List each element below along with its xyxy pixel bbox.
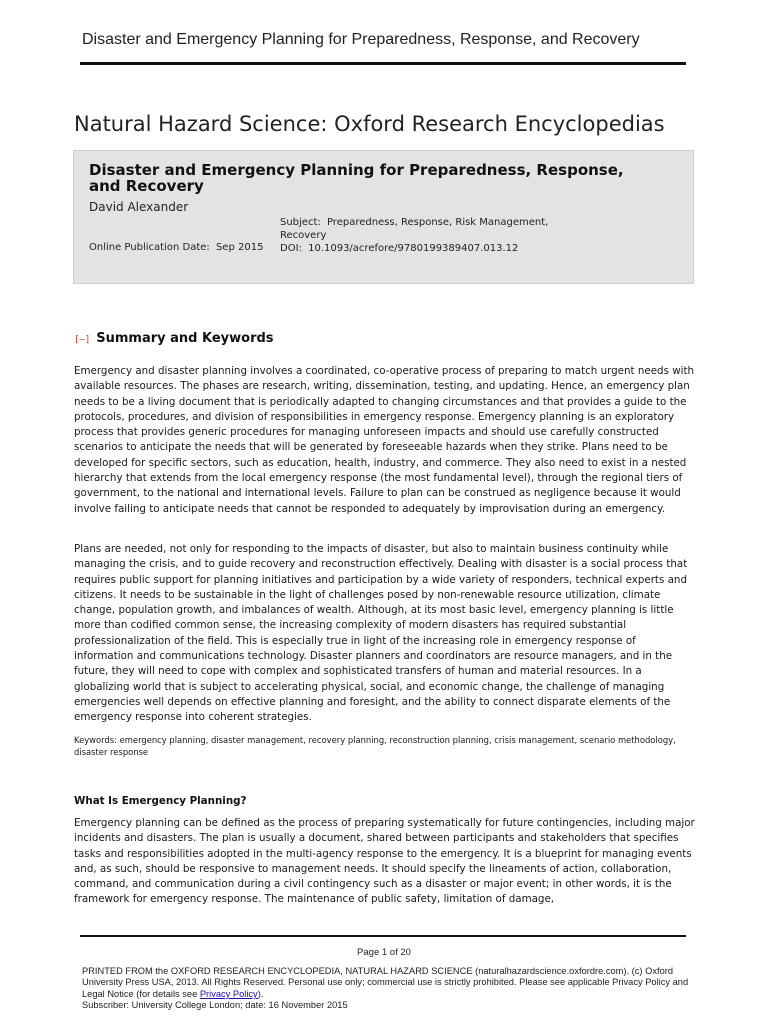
header-rule bbox=[80, 62, 686, 65]
footer-notice bbox=[82, 966, 692, 1012]
summary-heading bbox=[74, 331, 274, 346]
article-info-box bbox=[73, 150, 694, 284]
keywords: Keywords: emergency planning, disaster management, recovery planning, reconstruction planning, crisis management, scenario methodology, disaster response bbox=[74, 735, 676, 757]
subscriber-text: Subscriber: University College London; date: 16 November 2015 bbox=[82, 1000, 348, 1011]
doi-label: DOI: bbox=[280, 243, 302, 254]
section-heading: What Is Emergency Planning? bbox=[74, 795, 247, 807]
pub-date-value: Sep 2015 bbox=[215, 242, 264, 253]
collapse-toggle-icon[interactable]: [–] bbox=[74, 335, 91, 345]
privacy-policy-link[interactable]: Privacy Policy bbox=[199, 988, 258, 999]
summary-heading-text: Summary and Keywords bbox=[96, 331, 274, 346]
printed-from-text: PRINTED FROM the OXFORD RESEARCH ENCYCLOPEDIA, NATURAL HAZARD SCIENCE (naturalhazardscience.oxfordre.com). (c) Oxford University Press USA, 2013. All Rights Reserved. Personal use only; commercial use is strictly prohibited. Please see applicable Privacy Policy and Legal Notice (for details see bbox=[82, 966, 689, 999]
summary-paragraph-2: Plans are needed, not only for responding to the impacts of disaster, but also to maintain business continuity while managing the crisis, and to guide recovery and reconstruction effectively. Dealing with disaster is a social process that requires public support for planning initiatives and participation by a wide variety of responders, technical experts and citizens. It needs to be sustainable in the light of challenges posed by non-renewable resource utilization, climate change, population growth, and imbalances of wealth. Although, at its most basic level, emergency planning is little more than codified common sense, the increasing complexity of modern disasters has required substantial professionalization of the field. This is especially true in light of the increasing role in emergency response of information and communications technology. Disaster planners and coordinators are resource managers, and in the future, they will need to cope with complex and sophisticated transfers of human and material resources. In a globalizing world that is subject to accelerating physical, social, and economic change, the challenge of managing emergencies well depends on effective planning and foresight, and the ability to connect disparate elements of the emergency response into coherent strategies. bbox=[74, 543, 688, 724]
section-paragraph: Emergency planning can be defined as the process of preparing systematically for future contingencies, including major incidents and disasters. The plan is usually a document, shared between participants and stakeholders that specifies tasks and responsibilities adopted in the multi-agency response to the emergency. It is a blueprint for managing events and, as such, should be responsive to management needs. It should specify the lineaments of action, collaboration, command, and communication during a civil contingency such as a disaster or major event; in other words, it is the framework for emergency response. The maintenance of public safety, limitation of damage, bbox=[74, 817, 695, 906]
publication-date bbox=[89, 241, 269, 254]
encyclopedia-title: Natural Hazard Science: Oxford Research Encyclopedias bbox=[74, 112, 665, 136]
footer-rule bbox=[80, 935, 686, 937]
subject-label: Subject: bbox=[280, 217, 321, 228]
article-subject bbox=[280, 216, 580, 242]
pub-date-label: Online Publication Date: bbox=[89, 242, 210, 253]
article-title: Disaster and Emergency Planning for Preparedness, Response, and Recovery bbox=[89, 161, 624, 195]
article-author: David Alexander bbox=[89, 200, 189, 214]
page-number: Page 1 of 20 bbox=[357, 947, 411, 958]
article-doi bbox=[280, 242, 580, 255]
printed-from-end: ). bbox=[257, 988, 264, 999]
summary-paragraph-1: Emergency and disaster planning involves a coordinated, co-operative process of preparing to match urgent needs with available resources. The phases are research, writing, dissemination, testing, and updating. Hence, an emergency plan needs to be a living document that is periodically adapted to changing circumstances and that provides a guide to the protocols, procedures, and division of responsibilities in emergency response. Emergency planning is an exploratory process that provides generic procedures for managing unforeseen impacts and should use carefully constructed scenarios to anticipate the needs that will be generated by foreseeable hazards when they strike. Plans need to be developed for specific sectors, such as education, health, industry, and commerce. They also need to exist in a nested hierarchy that extends from the local emergency response (the most fundamental level), through the regional tiers of government, to the national and international levels. Failure to plan can be construed as negligence because it would involve failing to anticipate needs that cannot be responded to adequately by improvisation during an emergency. bbox=[74, 365, 695, 515]
running-header: Disaster and Emergency Planning for Preparedness, Response, and Recovery bbox=[82, 31, 640, 48]
doi-value: 10.1093/acrefore/9780199389407.013.12 bbox=[308, 243, 519, 254]
subject-value: Preparedness, Response, Risk Management, Recovery bbox=[280, 217, 549, 241]
